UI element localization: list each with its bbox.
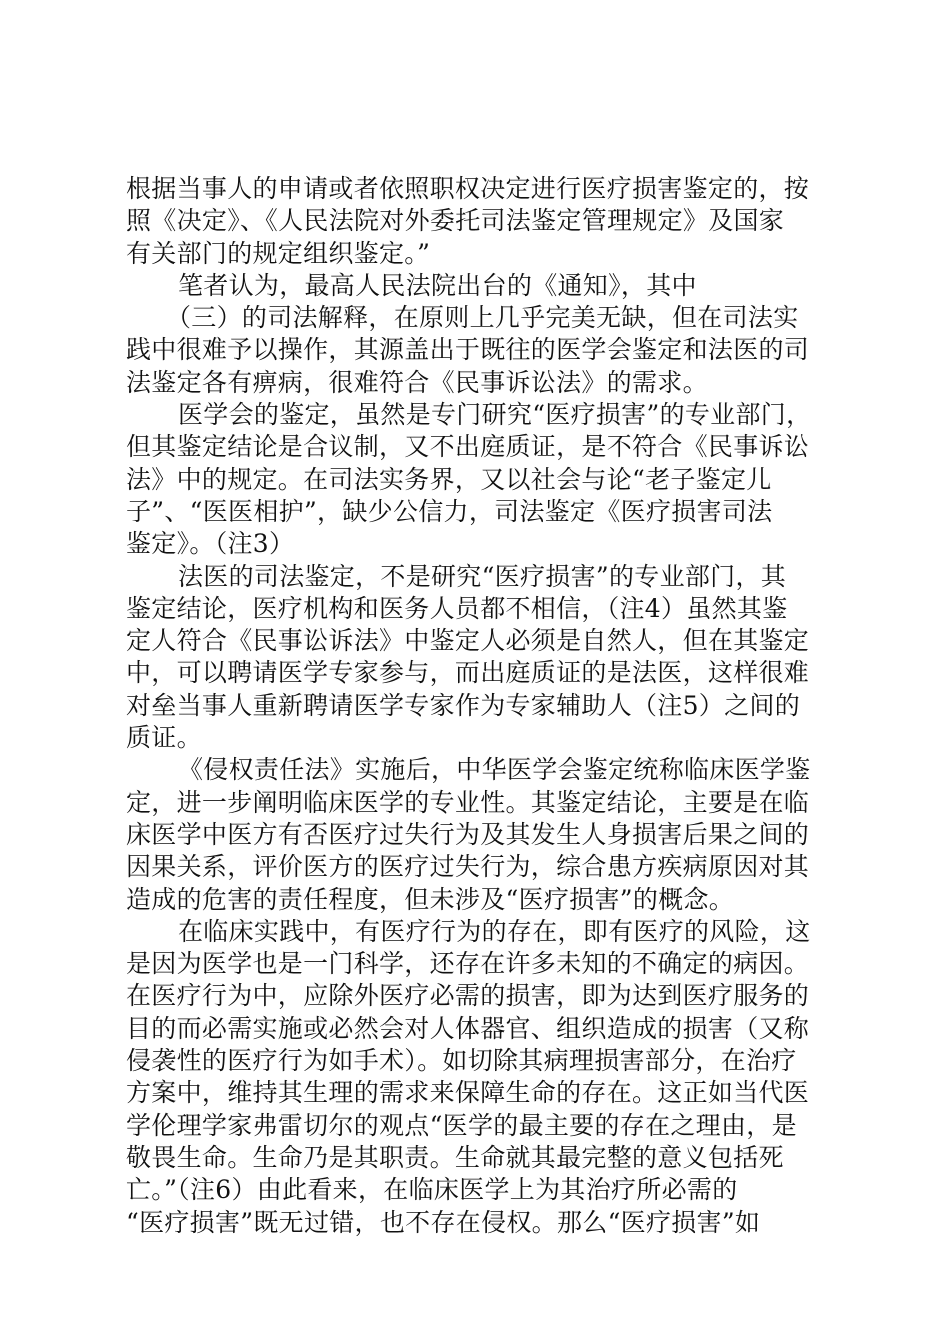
text-line: 根据当事人的申请或者依照职权决定进行医疗损害鉴定的，按 [126, 174, 810, 203]
text-line: 法》中的规定。在司法实务界，又以社会与论“老子鉴定儿 [126, 464, 772, 494]
text-line: 方案中，维持其生理的需求来保障生命的存在。这正如当代医 [126, 1078, 810, 1108]
text-line: 子”、“医医相护”，缺少公信力，司法鉴定《医疗损害司法 [126, 496, 773, 526]
text-line: 定，进一步阐明临床医学的专业性。其鉴定结论，主要是在临 [126, 787, 810, 817]
text-line: （三）的司法解释，在原则上几乎完美无缺，但在司法实 [166, 303, 799, 333]
text-line: 法鉴定各有痹病，很难符合《民事诉讼法》的需求。 [126, 367, 708, 397]
text-line: 学伦理学家弗雷切尔的观点“医学的最主要的存在之理由，是 [126, 1110, 797, 1140]
paragraph-start-line: 笔者认为，最高人民法院出台的《通知》，其中 [178, 270, 697, 300]
text-line: 定人符合《民事讼诉法》中鉴定人必须是自然人，但在其鉴定 [126, 626, 810, 656]
text-line: 因果关系，评价医方的医疗过失行为，综合患方疾病原因对其 [126, 852, 810, 882]
body-text [126, 173, 830, 1239]
text-line: 床医学中医方有否医疗过失行为及其发生人身损害后果之间的 [126, 819, 810, 849]
text-line: 造成的危害的责任程度，但未涉及“医疗损害”的概念。 [126, 884, 735, 914]
paragraph-start-line: 《侵权责任法》实施后，中华医学会鉴定统称临床医学鉴 [178, 755, 811, 785]
paragraph-start-line: 在临床实践中，有医疗行为的存在，即有医疗的风险，这 [178, 916, 811, 946]
text-line: 有关部门的规定组织鉴定。” [126, 238, 431, 268]
text-line: 中，可以聘请医学专家参与，而出庭质证的是法医，这样很难 [126, 658, 810, 688]
text-line: 对垒当事人重新聘请医学专家作为专家辅助人（注5）之间的 [126, 690, 801, 720]
text-line: 在医疗行为中，应除外医疗必需的损害，即为达到医疗服务的 [126, 981, 810, 1011]
text-line: 鉴定结论，医疗机构和医务人员都不相信，（注4）虽然其鉴 [126, 593, 788, 623]
text-line: 践中很难予以操作，其源盖出于既往的医学会鉴定和法医的司 [126, 335, 810, 365]
text-line: 敬畏生命。生命乃是其职责。生命就其最完整的意义包括死 [126, 1142, 784, 1172]
text-line: “医疗损害”既无过错，也不存在侵权。那么“医疗损害”如 [126, 1207, 761, 1237]
text-line: 侵袭性的医疗行为如手术）。如切除其病理损害部分，在治疗 [126, 1046, 797, 1076]
text-line: 质证。 [126, 723, 202, 753]
paragraph-start-line: 法医的司法鉴定，不是研究“医疗损害”的专业部门，其 [178, 561, 787, 591]
text-line: 目的而必需实施或必然会对人体器官、组织造成的损害（又称 [126, 1013, 810, 1043]
text-line: 亡。”（注6）由此看来，在临床医学上为其治疗所必需的 [126, 1175, 738, 1205]
text-line: 鉴定》。（注3） [126, 529, 295, 559]
text-line: 照《决定》、《人民法院对外委托司法鉴定管理规定》及国家 [126, 206, 785, 236]
paragraph-start-line: 医学会的鉴定，虽然是专门研究“医疗损害”的专业部门， [178, 400, 812, 430]
text-line: 是因为医学也是一门科学，还存在许多未知的不确定的病因。 [126, 949, 810, 979]
text-line: 但其鉴定结论是合议制，又不出庭质证，是不符合《民事诉讼 [126, 432, 810, 462]
